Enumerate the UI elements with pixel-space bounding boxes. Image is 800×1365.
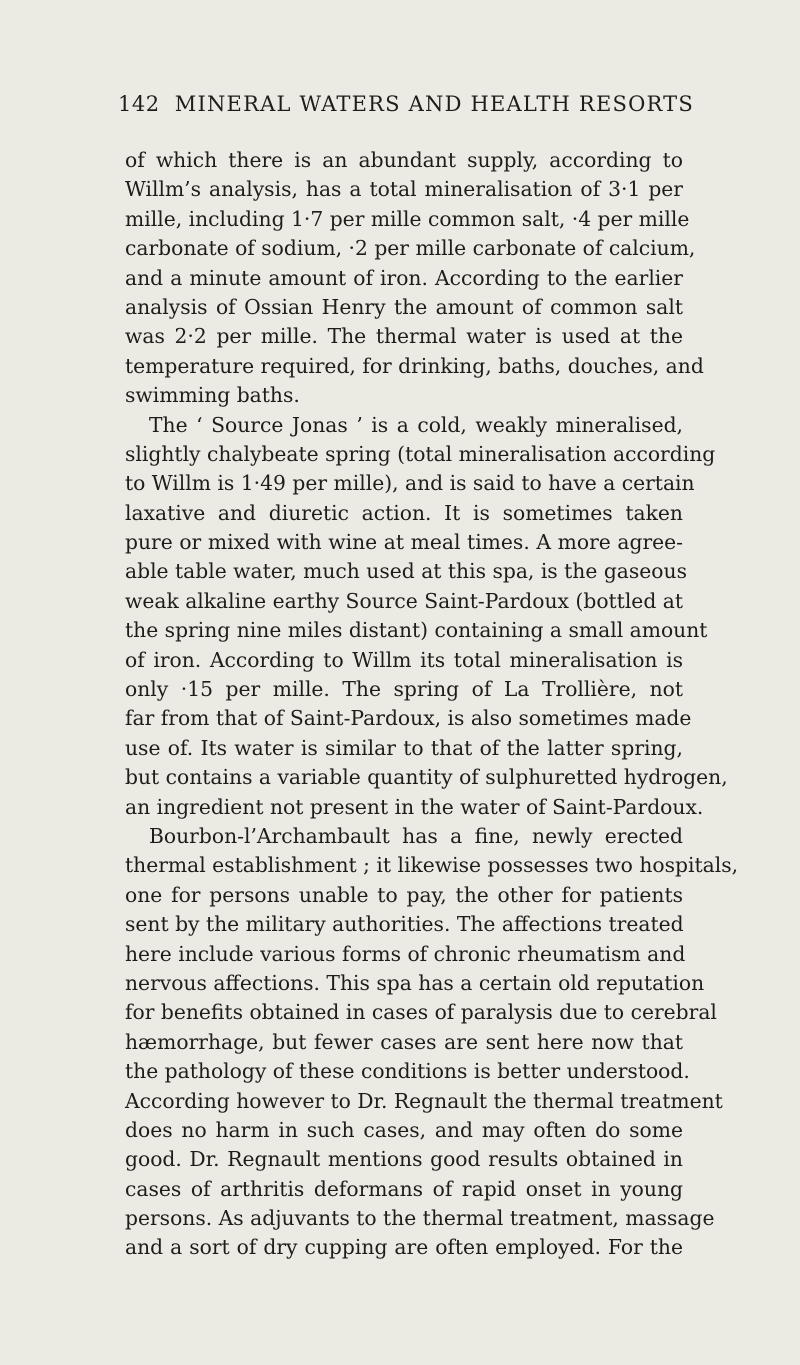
text-line: and a sort of dry cupping are often employed. For the: [125, 1235, 683, 1260]
text-line: temperature required, for drinking, baths, douches, and: [125, 353, 704, 378]
text-line: an ingredient not present in the water of Saint-Pardoux.: [125, 794, 704, 819]
text-line: carbonate of sodium, ·2 per mille carbonate of calcium,: [125, 236, 696, 261]
text-line: Willm’s analysis, has a total mineralisation of 3·1 per: [125, 177, 683, 202]
text-line: the pathology of these conditions is better understood.: [125, 1059, 690, 1084]
text-line: the spring nine miles distant) containing a small amount: [125, 618, 708, 643]
text-line: nervous affections. This spa has a certain old reputation: [125, 970, 705, 995]
paragraph-first-line: The ‘ Source Jonas ’ is a cold, weakly mineralised,: [149, 412, 683, 437]
text-line: pure or mixed with wine at meal times. A more agree-: [125, 530, 683, 555]
text-line: thermal establishment ; it likewise possesses two hospitals,: [125, 853, 739, 878]
page-number: 142: [118, 92, 160, 116]
text-line: and a minute amount of iron. According to the earlier: [125, 265, 683, 290]
text-line: of which there is an abundant supply, according to: [125, 148, 683, 172]
text-line: to Willm is 1·49 per mille), and is said to have a certain: [125, 471, 695, 496]
text-line: sent by the military authorities. The affections treated: [125, 912, 684, 937]
text-line: cases of arthritis deformans of rapid onset in young: [125, 1176, 683, 1201]
text-line: swimming baths.: [125, 383, 300, 408]
paragraph-first-line: Bourbon-l’Archambault has a fine, newly erected: [149, 823, 683, 848]
text-line: far from that of Saint-Pardoux, is also sometimes made: [125, 706, 692, 731]
body-text: [125, 146, 739, 1263]
running-head: [118, 92, 694, 122]
text-line: mille, including 1·7 per mille common salt, ·4 per mille: [125, 206, 690, 231]
text-line: analysis of Ossian Henry the amount of common salt: [125, 294, 683, 319]
text-line: According however to Dr. Regnault the thermal treatment: [125, 1088, 723, 1113]
text-line: for benefits obtained in cases of paralysis due to cerebral: [125, 1000, 717, 1025]
text-line: does no harm in such cases, and may often do some: [125, 1117, 683, 1142]
text-line: only ·15 per mille. The spring of La Trollière, not: [125, 677, 683, 702]
text-line: one for persons unable to pay, the other for patients: [125, 882, 683, 907]
running-head-title: MINERAL WATERS AND HEALTH RESORTS: [174, 92, 694, 116]
text-line: but contains a variable quantity of sulphuretted hydrogen,: [125, 765, 728, 790]
text-line: persons. As adjuvants to the thermal treatment, massage: [125, 1206, 715, 1231]
text-line: able table water, much used at this spa, is the gaseous: [125, 559, 687, 584]
text-line: weak alkaline earthy Source Saint-Pardoux (bottled at: [125, 588, 683, 613]
text-line: use of. Its water is similar to that of the latter spring,: [125, 735, 683, 760]
text-line: of iron. According to Willm its total mineralisation is: [125, 647, 683, 672]
text-line: here include various forms of chronic rheumatism and: [125, 941, 686, 966]
text-line: was 2·2 per mille. The thermal water is used at the: [125, 324, 683, 349]
text-line: laxative and diuretic action. It is sometimes taken: [125, 500, 683, 525]
text-line: hæmorrhage, but fewer cases are sent here now that: [125, 1029, 683, 1054]
text-line: good. Dr. Regnault mentions good results obtained in: [125, 1147, 683, 1172]
text-line: slightly chalybeate spring (total mineralisation according: [125, 441, 716, 466]
